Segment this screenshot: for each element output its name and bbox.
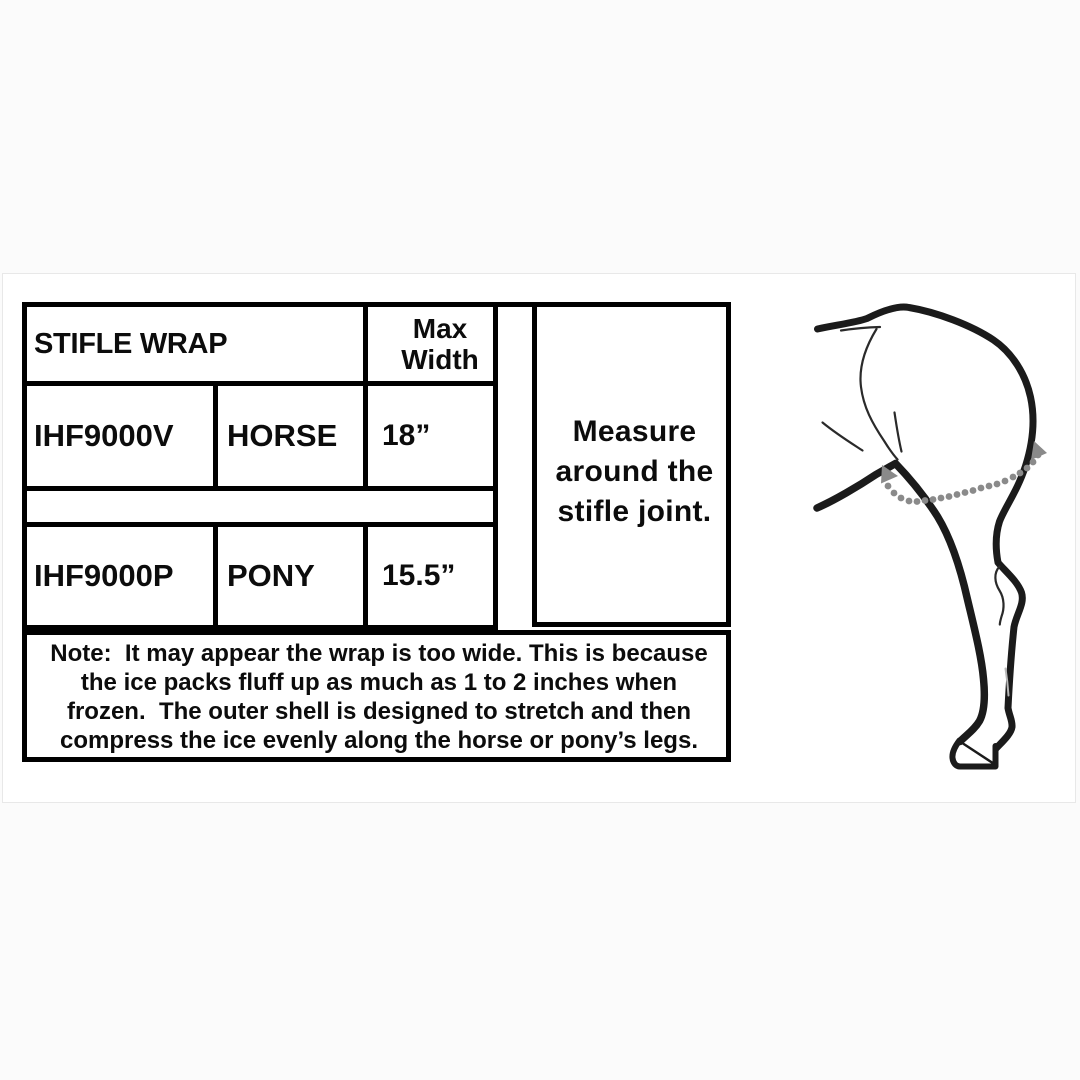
measure-line2: around the (555, 454, 714, 488)
belly-crease-line (841, 327, 880, 331)
row-pony-width-cell (368, 527, 493, 625)
note-line4: compress the ice evenly along the horse or pony’s legs. (60, 727, 698, 754)
max-width-value: 15.5” (382, 559, 456, 592)
table-title-cell (27, 307, 363, 381)
spacer-row-cell (27, 491, 493, 522)
measure-line3: stifle joint. (557, 494, 712, 528)
row-pony-size-cell (218, 527, 363, 625)
max-width-header-line2: Width (401, 344, 479, 375)
horse-hindquarters-illustration (755, 278, 1080, 808)
measure-box-cell (537, 307, 726, 622)
row-horse-code-cell (27, 386, 213, 486)
max-width-value: 18” (382, 419, 431, 452)
hoof-path (952, 741, 995, 767)
note-line3: frozen. The outer shell is designed to stretch and then (66, 698, 692, 725)
max-width-header-cell (368, 307, 493, 381)
product-code: IHF9000V (34, 418, 174, 453)
hoof-coronet-line (963, 744, 994, 764)
measure-line1: Measure (572, 414, 697, 448)
table-title: STIFLE WRAP (34, 327, 228, 360)
note-line2: the ice packs fluff up as much as 1 to 2 inches when (80, 669, 678, 696)
note-line1: Note: It may appear the wrap is too wide. This is because (50, 640, 708, 667)
thigh-inner-line (895, 413, 902, 452)
haunch-muscle-line (860, 329, 897, 460)
max-width-header-line1: Max (412, 313, 468, 344)
gaskin-squiggle-line (995, 567, 1003, 625)
row-pony-code-cell (27, 527, 213, 625)
product-code: IHF9000P (34, 558, 174, 593)
horse-outline-path (818, 307, 1033, 748)
row-horse-size-cell (218, 386, 363, 486)
size-label: HORSE (227, 418, 338, 453)
row-horse-width-cell (368, 386, 493, 486)
note-box-cell (27, 635, 726, 757)
flank-crease-line (823, 423, 863, 451)
table-top-border (498, 302, 532, 307)
size-label: PONY (227, 558, 315, 593)
stifle-front-leg-path (817, 464, 984, 742)
